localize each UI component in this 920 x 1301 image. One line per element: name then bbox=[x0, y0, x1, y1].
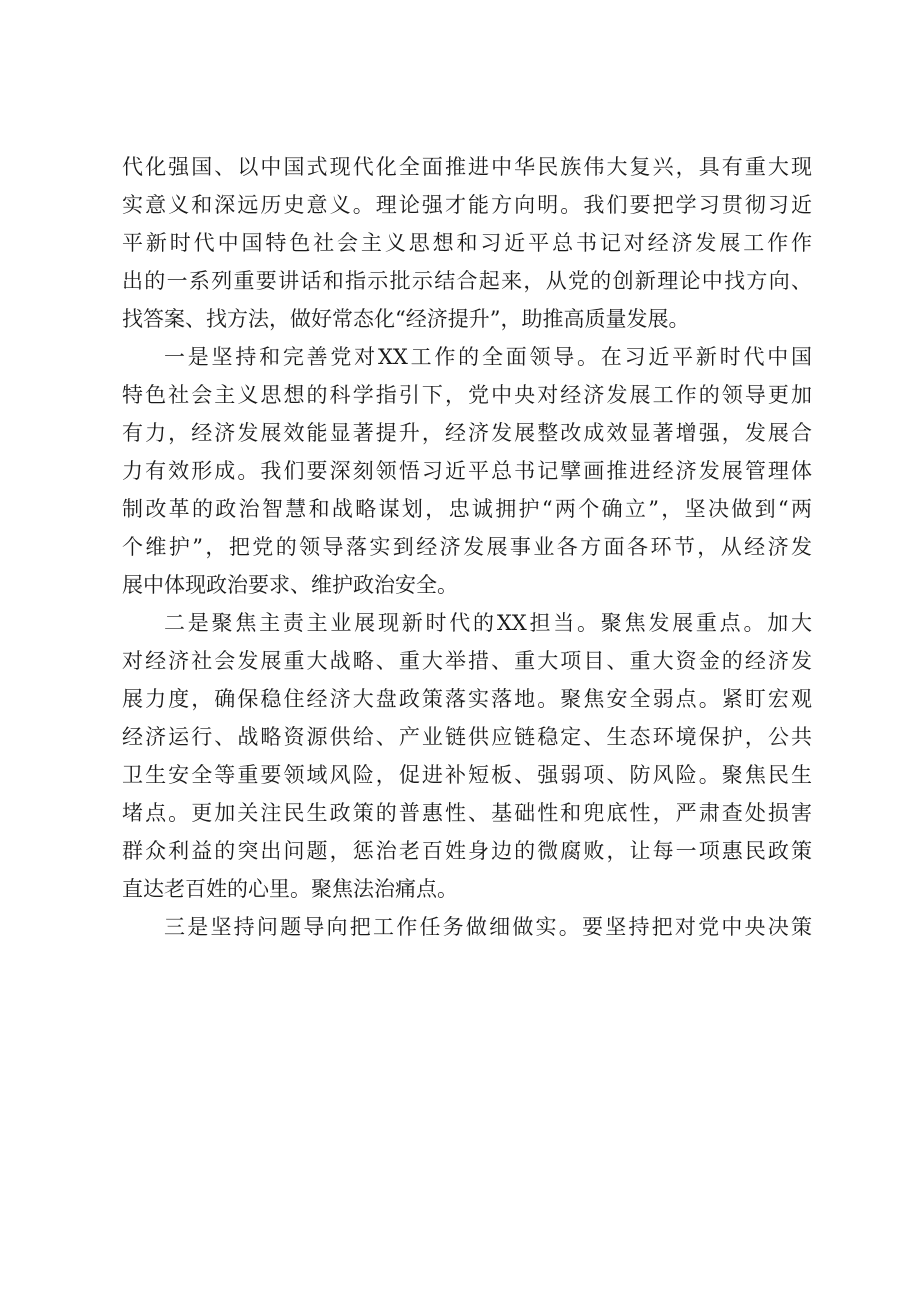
text-line: 平新时代中国特色社会主义思想和习近平总书记对经济发展工作作 bbox=[122, 231, 812, 255]
text-line: 一是坚持和完善党对XX工作的全面领导。在习近平新时代中国 bbox=[164, 345, 812, 369]
text-line: 展中体现政治要求、维护政治安全。 bbox=[122, 573, 458, 597]
text-line: 个维护”，把党的领导落实到经济发展事业各方面各环节，从经济发 bbox=[122, 535, 812, 559]
text-line: 展力度，确保稳住经济大盘政策落实落地。聚焦安全弱点。紧盯宏观 bbox=[122, 687, 812, 711]
text-line: 特色社会主义思想的科学指引下，党中央对经济发展工作的领导更加 bbox=[122, 383, 812, 407]
document-body bbox=[122, 148, 812, 946]
text-line: 卫生安全等重要领域风险，促进补短板、强弱项、防风险。聚焦民生 bbox=[122, 763, 812, 787]
text-line: 对经济社会发展重大战略、重大举措、重大项目、重大资金的经济发 bbox=[122, 649, 812, 673]
text-line: 实意义和深远历史意义。理论强才能方向明。我们要把学习贯彻习近 bbox=[122, 193, 812, 217]
text-line: 群众利益的突出问题，惩治老百姓身边的微腐败，让每一项惠民政策 bbox=[122, 839, 812, 863]
text-line: 有力，经济发展效能显著提升，经济发展整改成效显著增强，发展合 bbox=[122, 421, 812, 445]
paragraph-4 bbox=[122, 908, 812, 946]
paragraph-3 bbox=[122, 604, 812, 908]
text-line: 制改革的政治智慧和战略谋划，忠诚拥护“两个确立”，坚决做到“两 bbox=[122, 497, 812, 521]
text-line: 二是聚焦主责主业展现新时代的XX担当。聚焦发展重点。加大 bbox=[164, 611, 812, 635]
text-line: 堵点。更加关注民生政策的普惠性、基础性和兜底性，严肃查处损害 bbox=[122, 801, 812, 825]
text-line: 找答案、找方法，做好常态化“经济提升”，助推高质量发展。 bbox=[122, 307, 690, 331]
text-line: 直达老百姓的心里。聚焦法治痛点。 bbox=[122, 877, 458, 901]
paragraph-2 bbox=[122, 338, 812, 604]
text-line: 力有效形成。我们要深刻领悟习近平总书记擘画推进经济发展管理体 bbox=[122, 459, 812, 483]
text-line: 出的一系列重要讲话和指示批示结合起来，从党的创新理论中找方向、 bbox=[122, 269, 812, 293]
text-line: 经济运行、战略资源供给、产业链供应链稳定、生态环境保护，公共 bbox=[122, 725, 812, 749]
text-line: 代化强国、以中国式现代化全面推进中华民族伟大复兴，具有重大现 bbox=[122, 155, 812, 179]
text-line: 三是坚持问题导向把工作任务做细做实。要坚持把对党中央决策 bbox=[164, 915, 812, 939]
paragraph-1 bbox=[122, 148, 812, 338]
